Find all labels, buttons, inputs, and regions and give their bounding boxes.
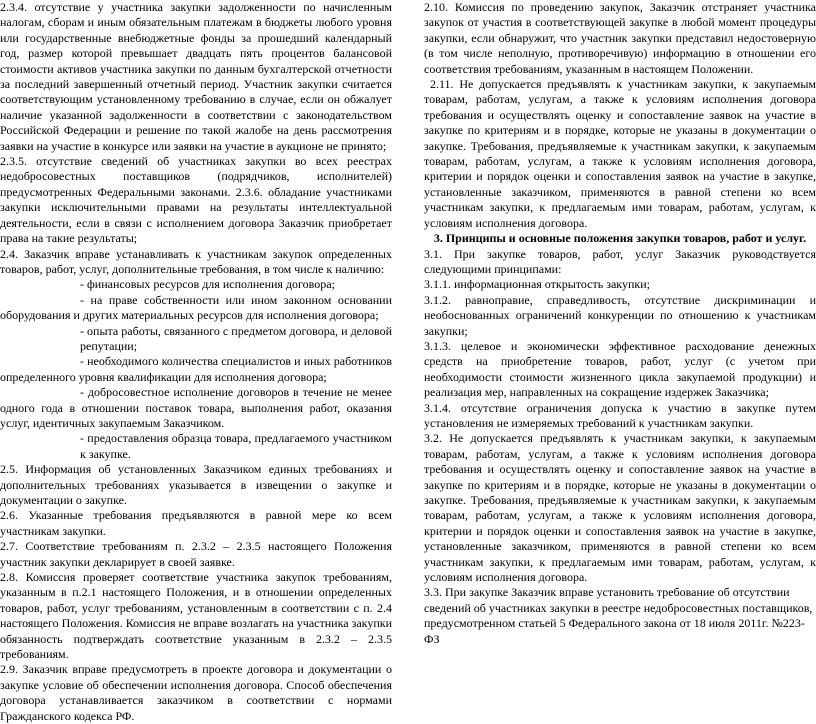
paragraph-2-11: 2.11. Не допускается предъявлять к участникам закупки, к закупаемым товарам, работам, услугам, а также к условиям исполнения договора требования и осуществлять оценку и сопоставление заявок на участие в закупке по критериям и в порядке, которые не указаны в документации о закупке. Требования, предъявляемые к участникам закупки, к закупаемым товарам, работам, услугам, а также к условиям исполнения договора, критерии и порядок оценки и сопоставления заявок на участие в закупке, установленные заказчиком, применяются в равной степени ко всем участникам закупки, к предлагаемым ими товарам, работам, услугам, к условиям исполнения договора. xyxy=(424,77,816,230)
list-item-good-faith: - добросовестное исполнение договоров в течение не менее одного года в отношении поставок товара, выполнения работ, оказания услуг, идентичных закупаемым Заказчиком. xyxy=(0,385,392,430)
right-column xyxy=(424,0,816,647)
list-item-financial: - финансовых ресурсов для исполнения договора; xyxy=(80,277,335,292)
left-column xyxy=(0,0,392,724)
list-item-specialists: - необходимого количества специалистов и иных работников определенного уровня квалификации для исполнения договора; xyxy=(0,354,392,384)
paragraph-3-2: 3.2. Не допускается предъявлять к участникам закупки, к закупаемым товарам, работам, услугам, а также к условиям исполнения договора требования и осуществлять оценку и сопоставление заявок на участие в закупке по критериям и в порядке, которые не указаны в документации о закупке. Требования, предъявляемые к участникам закупки, к закупаемым товарам, работам, услугам, а также к условиям исполнения договора, критерии и порядок оценки и сопоставления заявок на участие в закупке, установленные заказчиком, применяются в равной степени ко всем участникам закупки, к предлагаемым ими товарам, работам, услугам, к условиям исполнения договора. xyxy=(424,431,816,585)
paragraph-3-3: 3.3. При закупке Заказчик вправе установить требование об отсутствии сведений об участниках закупки в реестре недобросовестных поставщиков, предусмотренном статьей 5 Федерального закона от 18 июля 2011г. №223-ФЗ xyxy=(424,585,813,646)
paragraph-3-1-1: 3.1.1. информационная открытость закупки; xyxy=(424,277,650,292)
list-item-experience: - опыта работы, связанного с предметом договора, и деловой репутации; xyxy=(80,323,392,353)
paragraph-2-3-4: 2.3.4. отсутствие у участника закупки задолженности по начисленным налогам, сборам и иным обязательным платежам в бюджеты любого уровня или государственные внебюджетные фонды за прошедший календарный год, размер которой превышает двадцать пять процентов балансовой стоимости активов участника закупки по данным бухгалтерской отчетности за последний завершенный отчетный период. Участник закупки считается соответствующим установленному требованию в случае, если он обжалует наличие указанной задолженности в соответствии с законодательством Российской Федерации и решение по такой жалобе на день рассмотрения заявки на участие в конкурсе или заявки на участие в аукционе не принято; xyxy=(0,0,392,153)
paragraph-2-9: 2.9. Заказчик вправе предусмотреть в проекте договора и документации о закупке условие об обеспечении исполнения договора. Способ обеспечения договора устанавливается заказчиком в соответствии с нормами Гражданского кодекса РФ. xyxy=(0,662,392,723)
paragraph-2-4: 2.4. Заказчик вправе устанавливать к участникам закупок определенных товаров, работ, услуг, дополнительные требования, в том числе к наличию: xyxy=(0,246,392,276)
paragraph-3-1-3: 3.1.3. целевое и экономически эффективное расходование денежных средств на приобретение товаров, работ, услуг (с учетом при необходимости стоимости жизненного цикла закупаемой продукции) и реализация мер, направленных на сокращение издержек Заказчика; xyxy=(424,338,816,400)
paragraph-2-10: 2.10. Комиссия по проведению закупок, Заказчик отстраняет участника закупок от участия в соответствующей закупке в любой момент процедуры закупки, если обнаружит, что участник закупки представил недостоверную (в том числе неполную, противоречивую) информацию в отношении его соответствия требованиям, указанным в настоящем Положении. xyxy=(424,0,816,76)
paragraph-2-7: 2.7. Соответствие требованиям п. 2.3.2 – 2.3.5 настоящего Положения участник закупки декларирует в своей заявке. xyxy=(0,539,392,569)
paragraph-2-8: 2.8. Комиссия проверяет соответствие участника закупок требованиям, указанным в п.2.1 настоящего Положения, и в отношении определенных товаров, работ, услуг требованиям, установленным в соответствии с п. 2.4 настоящего Положения. Комиссия не вправе возлагать на участника закупки обязанность подтверждать соответствие указанным в 2.3.2 – 2.3.5 требованиям. xyxy=(0,570,392,662)
paragraph-2-5: 2.5. Информация об установленных Заказчиком единых требованиях и дополнительных требованиях указывается в извещении о закупке и документации о закупке. xyxy=(0,462,392,507)
list-item-equipment: - на праве собственности или ином законном основании оборудования и других материальных ресурсов для исполнения договора; xyxy=(0,292,392,323)
list-item-sample: - предоставления образца товара, предлагаемого участником к закупке. xyxy=(80,431,392,461)
paragraph-3-1-2: 3.1.2. равноправие, справедливость, отсутствие дискриминации и необоснованных ограничений конкуренции по отношению к участникам закупки; xyxy=(424,292,816,338)
section-3-heading: 3. Принципы и основные положения закупки товаров, работ и услуг. xyxy=(433,231,807,246)
paragraph-3-1-4: 3.1.4. отсутствие ограничения допуска к участию в закупке путем установления не измеряемых требований к участникам закупки. xyxy=(424,400,816,430)
paragraph-2-3-5: 2.3.5. отсутствие сведений об участниках закупки во всех реестрах недобросовестных поставщиков (подрядчиков, исполнителей) предусмотренных Федеральными законами. 2.3.6. обладание участниками закупки исключительными правами на результаты интеллектуальной деятельности, если в связи с исполнением договора Заказчик приобретает права на такие результаты; xyxy=(0,154,392,246)
paragraph-3-1: 3.1. При закупке товаров, работ, услуг Заказчик руководствуется следующими принципами: xyxy=(424,246,816,276)
paragraph-2-6: 2.6. Указанные требования предъявляются в равной мере ко всем участникам закупки. xyxy=(0,508,392,538)
